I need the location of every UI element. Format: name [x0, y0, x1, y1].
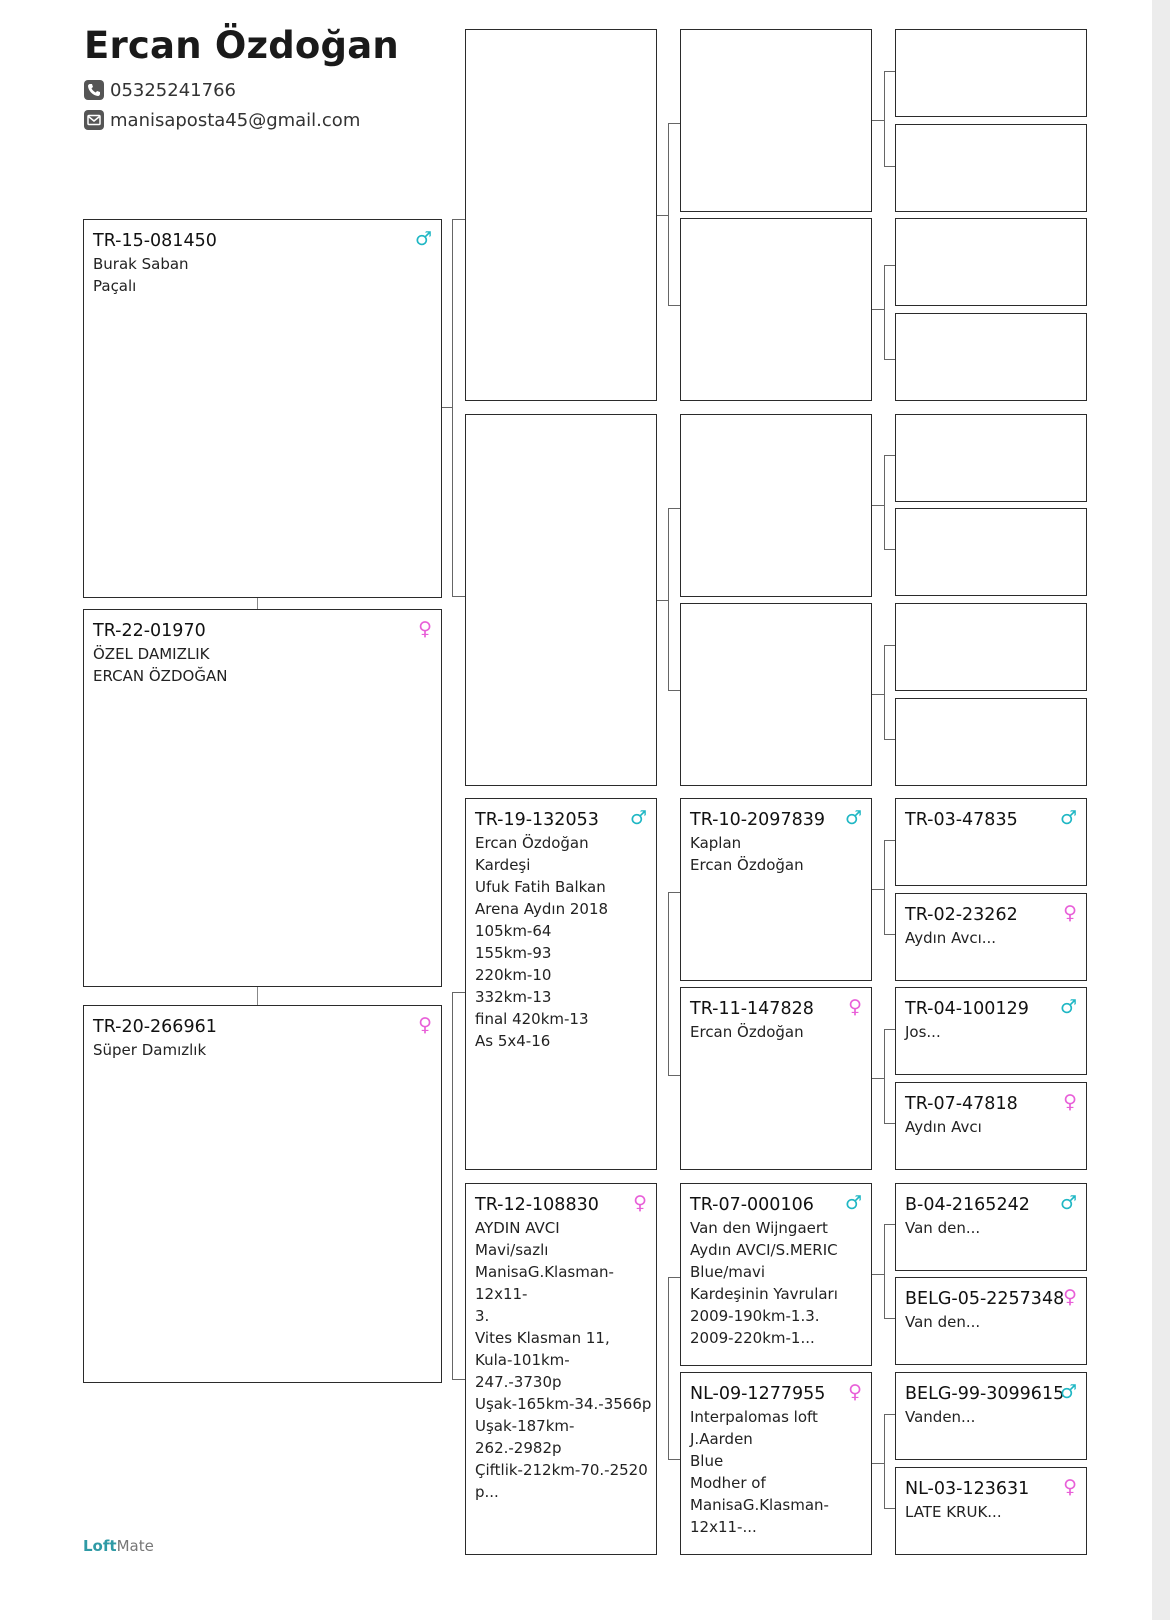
info-line: 262.-2982p — [475, 1439, 562, 1457]
info-line: Van den... — [905, 1313, 981, 1331]
pigeon-card-empty[interactable] — [895, 29, 1087, 117]
pigeon-card-subject3[interactable] — [83, 1005, 442, 1383]
pigeon-card-great-grandparent[interactable] — [895, 1183, 1087, 1271]
owner-phone-row — [84, 78, 236, 102]
male-symbol-icon: ♂ — [844, 807, 862, 829]
owner-email-row — [84, 108, 360, 132]
male-symbol-icon: ♂ — [414, 228, 432, 250]
info-line: Kardeşi — [475, 856, 531, 874]
ring-number: NL-03-123631 — [905, 1479, 1030, 1499]
info-line: p... — [475, 1483, 499, 1501]
info-line: Vanden... — [905, 1408, 976, 1426]
pigeon-card-empty[interactable] — [680, 29, 872, 212]
info-line: As 5x4-16 — [475, 1032, 551, 1050]
pigeon-card-great-grandparent[interactable] — [895, 1277, 1087, 1365]
pigeon-card-subject[interactable] — [83, 219, 442, 598]
connector-line — [257, 598, 258, 609]
info-line: LATE KRUK... — [905, 1503, 1002, 1521]
connector-bracket — [452, 992, 465, 1380]
pigeon-card-empty[interactable] — [895, 313, 1087, 401]
male-symbol-icon: ♂ — [1059, 807, 1077, 829]
female-symbol-icon: ♀ — [1063, 902, 1077, 924]
info-line: 12x11-... — [690, 1518, 757, 1536]
info-line: Kardeşinin Yavruları — [690, 1285, 838, 1303]
pigeon-card-empty[interactable] — [465, 414, 657, 786]
pigeon-card-dam-sire[interactable] — [680, 1183, 872, 1366]
info-line: ManisaG.Klasman- — [475, 1263, 614, 1281]
info-line: Jos... — [905, 1023, 941, 1041]
info-line: Interpalomas loft — [690, 1408, 818, 1426]
info-line: Ercan Özdoğan — [475, 834, 589, 852]
info-line: Ufuk Fatih Balkan — [475, 878, 606, 896]
info-line: Blue — [690, 1452, 724, 1470]
pigeon-card-empty[interactable] — [895, 124, 1087, 212]
info-line: 247.-3730p — [475, 1373, 562, 1391]
brand-logo: LoftMate — [83, 1537, 154, 1555]
info-line: ÖZEL DAMIZLIK — [93, 645, 210, 663]
male-symbol-icon: ♂ — [844, 1192, 862, 1214]
info-line: Arena Aydın 2018 — [475, 900, 609, 918]
info-line: J.Aarden — [690, 1430, 753, 1448]
ring-number: TR-10-2097839 — [690, 810, 825, 830]
info-line: Van den... — [905, 1219, 981, 1237]
pigeon-card-empty[interactable] — [895, 218, 1087, 306]
female-symbol-icon: ♀ — [1063, 1286, 1077, 1308]
ring-number: NL-09-1277955 — [690, 1384, 826, 1404]
connector-bracket — [452, 219, 465, 597]
info-line: AYDIN AVCI — [475, 1219, 560, 1237]
info-line: Süper Damızlık — [93, 1041, 207, 1059]
info-line: Uşak-187km- — [475, 1417, 575, 1435]
female-symbol-icon: ♀ — [1063, 1476, 1077, 1498]
connector-line — [872, 120, 884, 121]
info-line: 332km-13 — [475, 988, 552, 1006]
info-line: 105km-64 — [475, 922, 552, 940]
info-line: Çiftlik-212km-70.-2520 — [475, 1461, 648, 1479]
info-line: Paçalı — [93, 277, 137, 295]
info-line: Kula-101km- — [475, 1351, 570, 1369]
pigeon-card-great-grandparent[interactable] — [895, 798, 1087, 886]
info-line: ManisaG.Klasman- — [690, 1496, 829, 1514]
ring-number: TR-19-132053 — [475, 810, 599, 830]
connector-line — [872, 505, 884, 506]
ring-number: TR-04-100129 — [905, 999, 1029, 1019]
pigeon-card-empty[interactable] — [680, 603, 872, 786]
info-line: Aydın AVCI/S.MERIC — [690, 1241, 838, 1259]
male-symbol-icon: ♂ — [1059, 996, 1077, 1018]
pigeon-card-great-grandparent[interactable] — [895, 987, 1087, 1075]
info-line: Aydın Avcı — [905, 1118, 982, 1136]
connector-line — [872, 1274, 884, 1275]
info-line: Aydın Avcı... — [905, 929, 997, 947]
ring-number: TR-12-108830 — [475, 1195, 599, 1215]
ring-number: TR-15-081450 — [93, 231, 217, 251]
info-line: Vites Klasman 11, — [475, 1329, 610, 1347]
female-symbol-icon: ♀ — [1063, 1091, 1077, 1113]
connector-line — [872, 1463, 884, 1464]
owner-phone: 05325241766 — [110, 79, 236, 101]
ring-number: BELG-05-2257348 — [905, 1289, 1065, 1309]
female-symbol-icon: ♀ — [633, 1192, 647, 1214]
owner-email: manisaposta45@gmail.com — [110, 109, 361, 131]
connector-bracket — [668, 1277, 680, 1460]
pigeon-card-great-grandparent[interactable] — [895, 1467, 1087, 1555]
pigeon-card-great-grandparent[interactable] — [895, 1372, 1087, 1460]
female-symbol-icon: ♀ — [848, 996, 862, 1018]
info-line: Kaplan — [690, 834, 742, 852]
ring-number: TR-20-266961 — [93, 1017, 217, 1037]
female-symbol-icon: ♀ — [418, 618, 432, 640]
connector-line — [872, 1078, 884, 1079]
info-line: Modher of — [690, 1474, 766, 1492]
pigeon-card-dam-dam[interactable] — [680, 1372, 872, 1555]
pigeon-card-sire-dam[interactable] — [680, 987, 872, 1170]
ring-number: TR-03-47835 — [905, 810, 1018, 830]
pigeon-card-empty[interactable] — [895, 414, 1087, 502]
ring-number: TR-11-147828 — [690, 999, 814, 1019]
male-symbol-icon: ♂ — [1059, 1381, 1077, 1403]
pigeon-card-dam[interactable] — [465, 1183, 657, 1555]
connector-bracket — [668, 508, 680, 691]
ring-number: TR-22-01970 — [93, 621, 206, 641]
info-line: 2009-220km-1... — [690, 1329, 815, 1347]
pigeon-card-great-grandparent[interactable] — [895, 893, 1087, 981]
ring-number: B-04-2165242 — [905, 1195, 1030, 1215]
info-line: Ercan Özdoğan — [690, 856, 804, 874]
pigeon-card-subject2[interactable] — [83, 609, 442, 987]
male-symbol-icon: ♂ — [629, 807, 647, 829]
connector-line — [872, 694, 884, 695]
info-line: 12x11- — [475, 1285, 528, 1303]
pigeon-card-great-grandparent[interactable] — [895, 1082, 1087, 1170]
info-line: Blue/mavi — [690, 1263, 766, 1281]
pigeon-card-empty[interactable] — [895, 508, 1087, 596]
pigeon-card-empty[interactable] — [680, 218, 872, 401]
pigeon-card-empty[interactable] — [895, 603, 1087, 691]
ring-number: TR-07-000106 — [690, 1195, 814, 1215]
info-line: Van den Wijngaert — [690, 1219, 828, 1237]
info-line: Mavi/sazlı — [475, 1241, 549, 1259]
ring-number: TR-07-47818 — [905, 1094, 1018, 1114]
female-symbol-icon: ♀ — [848, 1381, 862, 1403]
female-symbol-icon: ♀ — [418, 1014, 432, 1036]
info-line: ERCAN ÖZDOĞAN — [93, 667, 228, 685]
owner-name: Ercan Özdoğan — [84, 24, 399, 67]
pigeon-card-sire-sire[interactable] — [680, 798, 872, 981]
pigeon-card-empty[interactable] — [895, 698, 1087, 786]
connector-line — [442, 407, 452, 408]
info-line: 155km-93 — [475, 944, 552, 962]
pigeon-card-sire[interactable] — [465, 798, 657, 1170]
info-line: 220km-10 — [475, 966, 552, 984]
info-line: 2009-190km-1.3. — [690, 1307, 820, 1325]
pigeon-card-empty[interactable] — [465, 29, 657, 401]
info-line: Uşak-165km-34.-3566p — [475, 1395, 652, 1413]
male-symbol-icon: ♂ — [1059, 1192, 1077, 1214]
pigeon-card-empty[interactable] — [680, 414, 872, 597]
info-line: final 420km-13 — [475, 1010, 589, 1028]
phone-icon — [84, 80, 104, 100]
info-line: Burak Saban — [93, 255, 189, 273]
info-line: 3. — [475, 1307, 490, 1325]
connector-line — [872, 309, 884, 310]
connector-line — [657, 215, 668, 216]
ring-number: BELG-99-3099615 — [905, 1384, 1065, 1404]
email-icon — [84, 110, 104, 130]
ring-number: TR-02-23262 — [905, 905, 1018, 925]
connector-bracket — [668, 892, 680, 1076]
info-line: Ercan Özdoğan — [690, 1023, 804, 1041]
connector-line — [657, 600, 668, 601]
connector-line — [257, 987, 258, 1005]
connector-line — [872, 889, 884, 890]
connector-bracket — [668, 123, 680, 306]
